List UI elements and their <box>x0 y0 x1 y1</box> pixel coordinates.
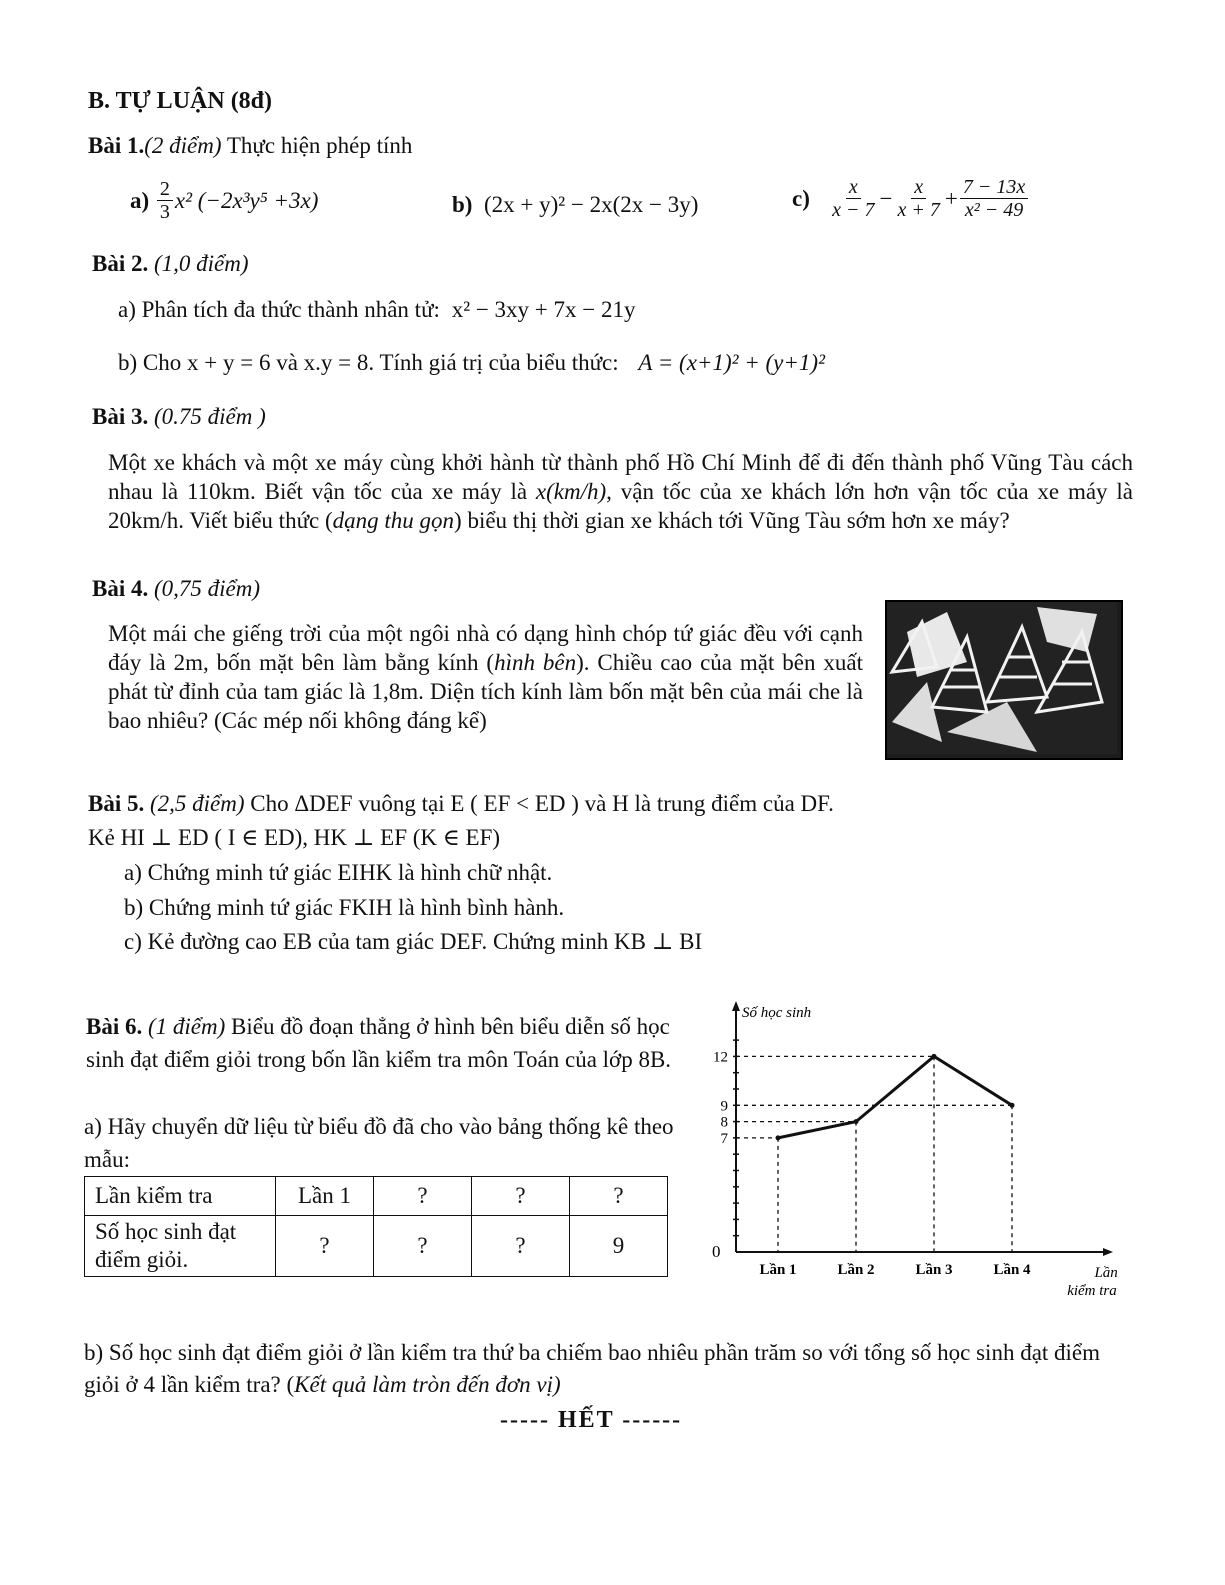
bai1-a-coef: $\frac{2}{3}$ <box>157 178 173 223</box>
x-tick-label: Lần 3 <box>915 1262 953 1278</box>
bai1-label: Bài 1. <box>88 133 145 158</box>
bai5-a: a) Chứng minh tứ giác EIHK là hình chữ nhật. <box>124 860 553 885</box>
bai3-label: Bài 3. <box>92 404 149 429</box>
bai1-a-label: a) <box>130 187 150 213</box>
table-cell: 9 <box>570 1216 668 1277</box>
table-cell: ? <box>374 1216 472 1277</box>
x-tick-label: Lần 4 <box>993 1262 1031 1278</box>
table-cell: ? <box>472 1216 570 1277</box>
x-axis-label <box>1067 1265 1121 1299</box>
x-tick-label: Lần 1 <box>759 1262 797 1278</box>
bai1-c-frac3: $\frac{7 - 13x}{\text{x² − 49}}$ <box>960 176 1028 221</box>
bai5-line1 <box>88 791 834 817</box>
bai4-body: Một mái che giếng trời của một ngôi nhà có dạng hình chóp tứ giác đều với cạnh đáy là 2m, bốn mặt bên làm bằng kính (hình bên). Chiều cao của mặt bên xuất phát từ đỉnh của tam giác là 1,8m. Diện tích kính làm bốn mặt bên của mái che là bao nhiêu? (Các mép nối không đáng kể) <box>108 621 863 733</box>
table-cell: ? <box>276 1216 374 1277</box>
bai6-intro-text: Biểu đồ đoạn thẳng ở hình bên biểu diễn số học sinh đạt điểm giỏi trong bốn lần kiểm tra môn Toán của lớp 8B. <box>86 1014 672 1072</box>
bai1-c <box>792 176 1030 221</box>
bai2-heading <box>92 251 249 277</box>
bai5-text1: Cho ΔDEF vuông tại E ( EF < ED ) và H là trung điểm của DF. <box>250 791 834 816</box>
table-cell: ? <box>570 1177 668 1216</box>
y-axis-arrow <box>732 1001 740 1011</box>
end-marker: ----- HẾT ------ <box>500 1407 683 1433</box>
bai1-c-label: c) <box>792 185 810 211</box>
bai4-heading <box>92 576 260 602</box>
line-chart <box>700 995 1130 1305</box>
skylight-roof-image <box>885 600 1123 760</box>
bai5-label: Bài 5. <box>88 791 145 816</box>
y-tick-label: 8 <box>720 1114 728 1131</box>
bai4-points: (0,75 điểm) <box>153 576 261 601</box>
bai3-body: Một xe khách và một xe máy cùng khởi hành từ thành phố Hồ Chí Minh để đi đến thành phố Vũng Tàu cách nhau là 110km. Biết vận tốc của xe máy là x(km/h), vận tốc của xe khách lớn hơn vận tốc của xe máy là 20km/h. Viết biểu thức (dạng thu gọn) biểu thị thời gian xe khách tới Vũng Tàu sớm hơn xe máy? <box>108 450 1133 533</box>
bai1-b-label: b) <box>452 192 473 217</box>
table-cell: ? <box>472 1177 570 1216</box>
bai4-label: Bài 4. <box>92 576 149 601</box>
table-cell: Lần kiểm tra <box>85 1177 276 1216</box>
x-axis-arrow <box>1103 1248 1113 1256</box>
bai1-task: Thực hiện phép tính <box>226 133 413 158</box>
bai1-a-expr: x² (−2x³y⁵ +3x) <box>174 187 319 213</box>
bai6-a-text: a) Hãy chuyển dữ liệu từ biểu đồ đã cho vào bảng thống kê theo mẫu: <box>84 1114 674 1172</box>
bai1-points: (2 điểm) <box>144 133 222 158</box>
bai1-c-frac1: $\frac{x}{x - 7}$ <box>832 176 875 221</box>
series-line <box>778 1056 1012 1138</box>
bai3-points: (0.75 điểm ) <box>153 404 266 429</box>
bai6-points: (1 điểm) <box>147 1014 226 1039</box>
table-row <box>85 1177 668 1216</box>
y-tick-label: 12 <box>713 1049 728 1066</box>
y-tick-label: 9 <box>720 1098 728 1115</box>
bai1-b <box>452 192 698 218</box>
bai1-heading <box>88 133 412 159</box>
bai2-b <box>118 350 825 376</box>
section-title: B. TỰ LUẬN (8đ) <box>88 88 273 114</box>
data-point <box>932 1054 937 1059</box>
data-point <box>854 1119 859 1124</box>
y-axis-label: Số học sinh <box>742 1005 812 1021</box>
data-point <box>1010 1103 1015 1108</box>
bai3-heading <box>92 404 266 430</box>
bai2-a-text: a) Phân tích đa thức thành nhân tử: <box>118 297 440 322</box>
bai2-label: Bài 2. <box>92 251 149 276</box>
bai6-intro <box>86 1010 691 1076</box>
bai5-line2: Kẻ HI ⊥ ED ( I ∈ ED), HK ⊥ EF (K ∈ EF) <box>88 825 501 850</box>
x-axis-label-line2: kiểm tra <box>1067 1283 1117 1299</box>
bai2-a <box>118 297 636 323</box>
bai2-b-expr: A = (x+1)² + (y+1)² <box>638 350 825 375</box>
x-axis-label-line1: Lần <box>1094 1265 1118 1281</box>
bai6-label: Bài 6. <box>86 1014 143 1039</box>
bai2-points: (1,0 điểm) <box>153 251 249 276</box>
bai5-points: (2,5 điểm) <box>149 791 245 816</box>
y-tick-label: 7 <box>720 1130 728 1147</box>
bai6-b-text: b) Số học sinh đạt điểm giỏi ở lần kiểm tra thứ ba chiếm bao nhiêu phần trăm so với tổng số học sinh đạt điểm giỏi ở 4 lần kiểm tra? (Kết quả làm tròn đến đơn vị) <box>84 1340 1101 1397</box>
bai1-c-op1: − <box>879 185 893 211</box>
stats-table <box>84 1176 668 1277</box>
bai1-c-frac2: $\frac{x}{x + 7}$ <box>897 176 940 221</box>
table-cell: Lần 1 <box>276 1177 374 1216</box>
data-point <box>776 1135 781 1140</box>
bai1-a <box>130 178 318 223</box>
table-cell: Số học sinh đạt điểm giỏi. <box>85 1216 276 1277</box>
bai5-b: b) Chứng minh tứ giác FKIH là hình bình hành. <box>124 895 565 920</box>
x-tick-label: Lần 2 <box>837 1262 875 1278</box>
bai1-c-op2: + <box>944 185 958 211</box>
bai2-a-expr: x² − 3xy + 7x − 21y <box>451 297 636 322</box>
bai5-c: c) Kẻ đường cao EB của tam giác DEF. Chứng minh KB ⊥ BI <box>124 929 703 954</box>
table-row <box>85 1216 668 1277</box>
bai1-b-expr: (2x + y)² − 2x(2x − 3y) <box>483 192 699 217</box>
table-cell: ? <box>374 1177 472 1216</box>
bai2-b-text: b) Cho x + y = 6 và x.y = 8. Tính giá trị của biểu thức: <box>118 350 619 375</box>
origin-label: 0 <box>712 1242 721 1261</box>
